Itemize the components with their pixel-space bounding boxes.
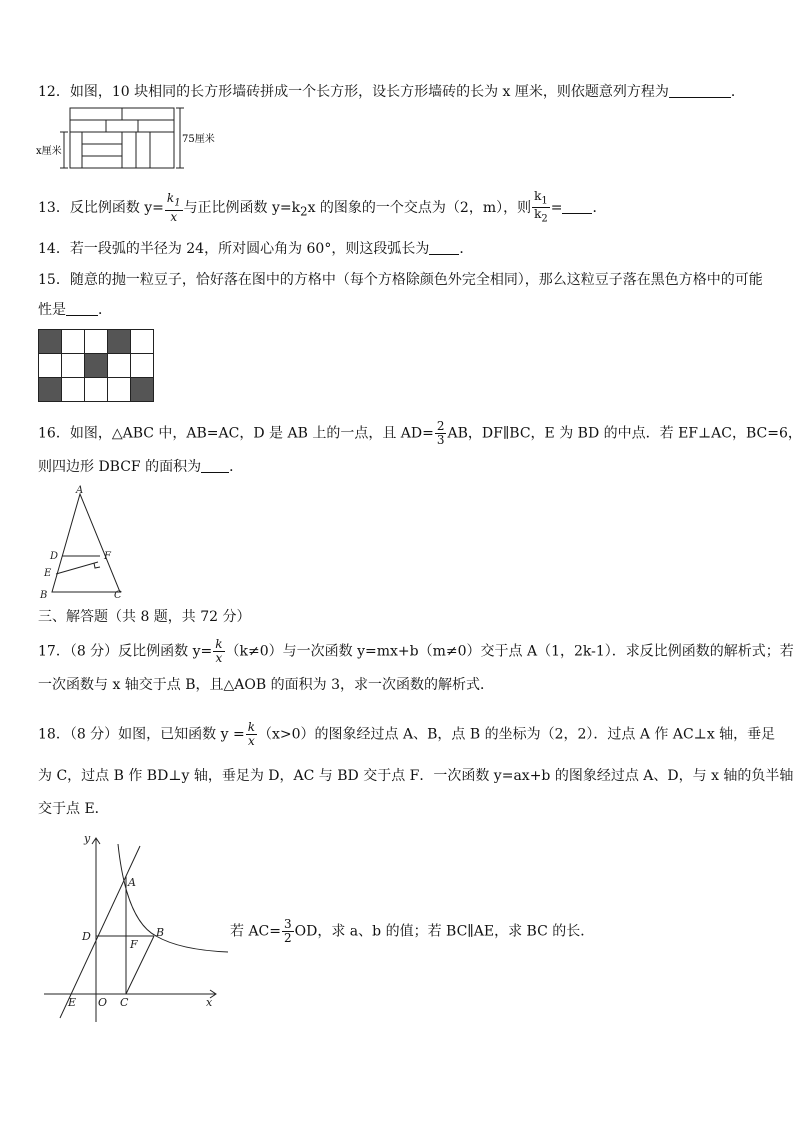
question-13: [38, 190, 606, 226]
q13-fraction-k1-x: [165, 192, 183, 223]
q12-end: ．: [730, 84, 745, 100]
q13-ratio-fraction: [532, 190, 550, 226]
section-3-title: 三、解答题（共 8 题，共 72 分）: [38, 609, 251, 625]
grid-cell-white: [85, 378, 108, 402]
axis-y-label: y: [84, 832, 91, 845]
label-C: C: [120, 996, 129, 1009]
answer-blank[interactable]: [429, 240, 459, 255]
label-E: E: [44, 568, 52, 579]
question-18: [38, 721, 775, 748]
label-D: D: [82, 930, 91, 943]
q13-end: ．: [592, 199, 607, 216]
q18-side-fraction: [282, 918, 294, 945]
grid-cell-white: [131, 354, 154, 378]
q16-fraction: [435, 420, 447, 447]
denominator: x: [247, 734, 255, 748]
question-18-line3: 交于点 E．: [38, 801, 109, 817]
label-E: E: [68, 996, 77, 1009]
grid-cell-white: [62, 330, 85, 354]
q18-fraction: [246, 721, 257, 748]
q18-text-b: （x>0）的图象经过点 A、B，点 B 的坐标为（2，2）．过点 A 作 AC⊥x 轴，垂足: [258, 726, 776, 743]
question-16: [38, 420, 802, 447]
q16-text-b: AB，DF∥BC，E 为 BD 的中点．若 EF⊥AC，BC=6，: [447, 425, 802, 442]
x-symbol: x: [170, 209, 178, 224]
question-18-sidetext: [230, 918, 594, 945]
answer-blank[interactable]: [669, 83, 731, 98]
denominator: x: [215, 651, 223, 665]
question-17: [38, 638, 794, 665]
q12-x-label: x厘米: [36, 146, 62, 157]
q13-text-b: 与正比例函数 y=k: [183, 199, 301, 216]
question-17-line2: 一次函数与 x 轴交于点 B，且△AOB 的面积为 3，求一次函数的解析式．: [38, 677, 494, 693]
grid-cell-black: [39, 330, 62, 354]
label-C: C: [114, 590, 122, 601]
q13-eq: =: [550, 199, 563, 216]
q13-text-a: 13．反比例函数 y=: [38, 199, 164, 216]
k-symbol: k: [534, 207, 542, 222]
grid-cell-white: [108, 354, 131, 378]
q15-end: ．: [98, 302, 112, 318]
question-18-line2: 为 C，过点 B 作 BD⊥y 轴，垂足为 D，AC 与 BD 交于点 F．一次函数 y=ax+b 的图象经过点 A、D，与 x 轴的负半轴: [38, 768, 794, 784]
numerator: 3: [284, 917, 292, 931]
q18-side-b: OD，求 a、b 的值；若 BC∥AE，求 BC 的长．: [294, 923, 595, 940]
grid-cell-white: [62, 354, 85, 378]
grid-cell-black: [85, 354, 108, 378]
q16-text-c: 则四边形 DBCF 的面积为: [38, 459, 202, 475]
grid-cell-white: [108, 378, 131, 402]
q12-text: 12．如图，10 块相同的长方形墙砖拼成一个长方形，设长方形墙砖的长为 x 厘米，则依题意列方程为: [38, 84, 669, 100]
q13-text-c: x 的图象的一个交点为（2，m），则: [307, 199, 532, 216]
sub-1: 1: [541, 195, 548, 207]
answer-blank[interactable]: [66, 301, 98, 316]
q14-text: 14．若一段弧的半径为 24，所对圆心角为 60°，则这段弧长为: [38, 241, 430, 257]
grid-cell-white: [85, 330, 108, 354]
numerator: k: [247, 720, 255, 734]
question-12: [38, 82, 745, 102]
q17-fraction: [213, 638, 224, 665]
grid-row: [39, 330, 154, 354]
grid-row: [39, 354, 154, 378]
label-A: A: [128, 876, 136, 889]
grid-cell-white: [62, 378, 85, 402]
denominator: 3: [436, 433, 445, 447]
grid-cell-white: [39, 354, 62, 378]
label-B: B: [40, 590, 48, 601]
axis-x-label: x: [206, 996, 213, 1009]
label-O: O: [98, 996, 108, 1009]
label-B: B: [156, 926, 165, 939]
grid-cell-black: [131, 378, 154, 402]
q18-graph-figure: [40, 828, 230, 1028]
label-F: F: [130, 938, 138, 951]
denominator: 2: [284, 931, 292, 945]
answer-blank[interactable]: [201, 458, 229, 473]
q18-text-a: 18．（8 分）如图，已知函数 y =: [38, 726, 245, 743]
answer-blank[interactable]: [562, 199, 592, 214]
numerator: k: [215, 637, 223, 651]
question-14: [38, 239, 473, 259]
grid-cell-black: [108, 330, 131, 354]
grid-cell-white: [131, 330, 154, 354]
q14-end: ．: [459, 241, 474, 257]
q15-text: 性是: [38, 302, 66, 318]
k-symbol: k: [166, 191, 175, 206]
grid-row: [39, 378, 154, 402]
q16-triangle-figure: [34, 484, 134, 600]
q16-text-a: 16．如图，△ABC 中，AB=AC，D 是 AB 上的一点，且 AD=: [38, 425, 434, 442]
grid-cell-black: [39, 378, 62, 402]
numerator: 2: [436, 419, 445, 433]
k-symbol: k: [534, 189, 542, 203]
question-15-line2: [38, 300, 112, 320]
q17-text-b: （k≠0）与一次函数 y=mx+b（m≠0）交于点 A（1，2k-1）．求反比例函数的解析式；若: [225, 643, 794, 660]
q16-end: ．: [229, 459, 244, 475]
label-F: F: [104, 551, 111, 562]
q12-brick-figure: [34, 104, 215, 172]
q12-75-label: 75厘米: [182, 134, 215, 145]
sub-1: 1: [174, 197, 181, 209]
sub-2: 2: [541, 213, 548, 225]
q18-side-a: 若 AC=: [230, 923, 282, 940]
question-15-line1: 15．随意的抛一粒豆子，恰好落在图中的方格中（每个方格除颜色外完全相同），那么这粒豆子落在黑色方格中的可能: [38, 272, 763, 288]
q17-text-a: 17．（8 分）反比例函数 y=: [38, 643, 213, 660]
label-D: D: [50, 551, 59, 562]
label-A: A: [76, 485, 84, 496]
q15-checker-grid: [38, 329, 154, 402]
q13-k2-sub: 2: [300, 204, 308, 219]
question-16-line2: [38, 457, 243, 477]
